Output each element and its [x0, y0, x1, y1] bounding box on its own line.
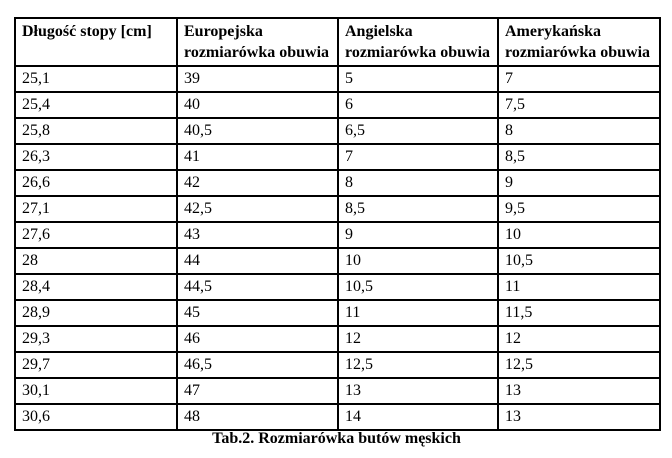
table-cell: 7,5 [498, 92, 660, 118]
table-cell: 43 [177, 222, 338, 248]
table-cell: 6,5 [338, 118, 498, 144]
table-row [15, 222, 660, 248]
table-row [15, 378, 660, 404]
table-row [15, 274, 660, 300]
table-cell: 30,6 [15, 404, 177, 430]
table-cell: 8,5 [338, 196, 498, 222]
table-cell: 42,5 [177, 196, 338, 222]
table-cell: 42 [177, 170, 338, 196]
table-cell: 10,5 [338, 274, 498, 300]
table-cell: 10 [338, 248, 498, 274]
column-header: Angielska rozmiarówka obuwia [338, 18, 498, 66]
table-cell: 14 [338, 404, 498, 430]
table-cell: 6 [338, 92, 498, 118]
table-cell: 11 [338, 300, 498, 326]
table-cell: 12 [498, 326, 660, 352]
table-row [15, 170, 660, 196]
table-cell: 46,5 [177, 352, 338, 378]
table-cell: 26,6 [15, 170, 177, 196]
table-caption: Tab.2. Rozmiarówka butów męskich [212, 430, 461, 447]
table-row [15, 404, 660, 430]
table-cell: 13 [498, 378, 660, 404]
shoe-size-table [14, 17, 661, 431]
table-row [15, 300, 660, 326]
table-row [15, 118, 660, 144]
table-cell: 7 [338, 144, 498, 170]
table-cell: 27,6 [15, 222, 177, 248]
table-row [15, 196, 660, 222]
table-row [15, 352, 660, 378]
table-cell: 40,5 [177, 118, 338, 144]
table-cell: 12,5 [498, 352, 660, 378]
table-cell: 8 [338, 170, 498, 196]
table-cell: 40 [177, 92, 338, 118]
table-cell: 11 [498, 274, 660, 300]
table-cell: 48 [177, 404, 338, 430]
table-cell: 26,3 [15, 144, 177, 170]
table-cell: 12 [338, 326, 498, 352]
table-cell: 28,4 [15, 274, 177, 300]
table-cell: 27,1 [15, 196, 177, 222]
table-cell: 13 [498, 404, 660, 430]
table-cell: 47 [177, 378, 338, 404]
table-cell: 28 [15, 248, 177, 274]
table-cell: 10 [498, 222, 660, 248]
table-cell: 13 [338, 378, 498, 404]
table-header-row [15, 18, 660, 66]
table-row [15, 326, 660, 352]
table-cell: 39 [177, 66, 338, 92]
table-cell: 45 [177, 300, 338, 326]
table-cell: 9 [498, 170, 660, 196]
table-cell: 28,9 [15, 300, 177, 326]
table-row [15, 248, 660, 274]
table-cell: 30,1 [15, 378, 177, 404]
table-cell: 29,3 [15, 326, 177, 352]
table-cell: 10,5 [498, 248, 660, 274]
column-header: Amerykańska rozmiarówka obuwia [498, 18, 660, 66]
table-cell: 8,5 [498, 144, 660, 170]
table-cell: 44 [177, 248, 338, 274]
table-cell: 5 [338, 66, 498, 92]
column-header: Długość stopy [cm] [15, 18, 177, 66]
table-row [15, 144, 660, 170]
table-cell: 9 [338, 222, 498, 248]
table-row [15, 92, 660, 118]
table-cell: 25,1 [15, 66, 177, 92]
table-cell: 8 [498, 118, 660, 144]
table-cell: 9,5 [498, 196, 660, 222]
table-cell: 7 [498, 66, 660, 92]
table-cell: 41 [177, 144, 338, 170]
table-row [15, 66, 660, 92]
table-cell: 46 [177, 326, 338, 352]
table-cell: 29,7 [15, 352, 177, 378]
table-cell: 11,5 [498, 300, 660, 326]
table-cell: 44,5 [177, 274, 338, 300]
column-header: Europejska rozmiarówka obuwia [177, 18, 338, 66]
table-cell: 12,5 [338, 352, 498, 378]
table-cell: 25,4 [15, 92, 177, 118]
table-cell: 25,8 [15, 118, 177, 144]
